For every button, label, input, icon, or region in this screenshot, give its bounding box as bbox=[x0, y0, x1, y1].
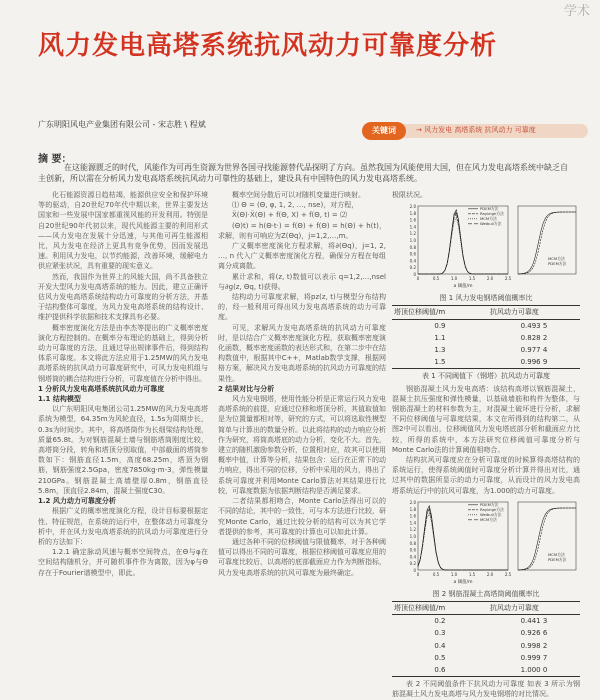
x-tick-label: 2.0 bbox=[486, 571, 494, 577]
paragraph: 钢筋混凝土风力发电高塔：该结构高塔以钢筋混凝土，混凝土抗压强度和弹性模量，以基础墙筋和构件为整体，与钢筋混凝土的材料参数为主，对混凝土破坏进行分析，求解不同位移阈值与可靠度结果，本文在所得到的结构第二，从图2中可以看出，位移阈值风力发电塔底部分析和截面应力比较，所得的系统中，本方法研究位移阈值可靠度分析与Monte Carlo法的计算阈值相吻合。 bbox=[392, 384, 580, 454]
reliability-curve bbox=[518, 212, 576, 274]
y-tick-label: 0 bbox=[413, 567, 416, 573]
table-row bbox=[392, 640, 580, 652]
table-cell: 0.3 bbox=[434, 629, 446, 638]
legend-label: PDEM方法 bbox=[548, 556, 567, 562]
x-tick-label: 0.5 bbox=[432, 571, 440, 577]
table-row bbox=[392, 356, 580, 369]
legend-label: PDEM方法 bbox=[548, 261, 567, 267]
x-tick-label: 0 bbox=[416, 276, 420, 282]
paragraph: 概率密度演化方法是由李杰等提出的广义概率密度演化方程控制的。在概率分布理论的基础上，得到分析动力可靠度的方法，且通过导出规律事件后，得到结构体系可靠度。本文将此方法应用于1.25MW的风力发电高塔系统的抗风动力可靠度研究中，可风力发电机组与钢塔筒的耦合结构进行分析，可靠度值在分析中得出。 bbox=[38, 323, 208, 383]
reliability-curve bbox=[518, 508, 576, 570]
table-2-header: 塔顶位移阈值/m bbox=[392, 602, 488, 615]
legend-label: Weibull方法 bbox=[480, 511, 502, 517]
y-tick-label: 2.0 bbox=[409, 499, 416, 505]
column-3-body bbox=[392, 384, 580, 496]
x-axis-label: a 阈值/m bbox=[453, 579, 473, 585]
table-cell: 0.2 bbox=[434, 617, 446, 626]
y-tick-label: 1.4 bbox=[409, 520, 416, 526]
table-1-header: 抗风动力可靠度 bbox=[488, 306, 580, 319]
x-tick-label: 1.0 bbox=[450, 571, 458, 577]
paragraph: 可见，求解风力发电高塔系统的抗风动力可靠度时，是以结合广义概率密度演化方程，获取概率密度演化函数，概率密度函数的表达形式和，在第二步中在结构数值中，根据其中C++，Matlab数学支撑，根据网格方案，解决风力发电高塔系统的抗风动力可靠度的结果性。 bbox=[218, 323, 386, 383]
figure-2-chart bbox=[392, 496, 580, 588]
x-tick-label: 1.5 bbox=[468, 276, 476, 282]
table-cell: 0.999 7 bbox=[520, 653, 548, 662]
abstract-heading: 摘 要： bbox=[38, 154, 72, 165]
paragraph: 化石能源资源日趋枯竭，能源供应安全和保护环境等的驱动，自20世纪70年代中期以来，世界主要发达国家和一些发展中国家都重视风能的开发利用。特别是自20世纪90年代初以来，现代风能源主要的利用形式——风力发电在发展十分迅速，与其他可再生能源相比，风力发电在经济上更具有竞争优势，因而发展迅速。利用风力发电，以节约能源，改善环境，缓解电力供应紧张状况，具有重要的现实意义。 bbox=[38, 191, 208, 271]
legend-label: Weibull方法 bbox=[480, 221, 502, 227]
paragraph: 根据广义的概率密度演化方程，设计目标要根据定性、特征规范，在系统的运行中，在整体动力可靠度分析中，并在风力发电高塔系统的抗风动力可靠度进行分析的方法如下： bbox=[38, 507, 208, 546]
legend-label: Rayleigh方法 bbox=[480, 506, 504, 512]
body-column-3 bbox=[392, 190, 580, 700]
x-tick-label: 1.5 bbox=[468, 571, 476, 577]
y-tick-label: 1.8 bbox=[409, 211, 416, 217]
x-tick-label: 1.0 bbox=[450, 276, 458, 282]
section-heading: 1.1 结构模型 bbox=[38, 395, 81, 404]
y-tick-label: 0.4 bbox=[409, 258, 416, 264]
table-row bbox=[392, 332, 580, 344]
formula-line: ⑴ Θ = (Θ, φ, 1, 2, …, nse)，对方程， bbox=[232, 201, 359, 210]
keywords-text: → 风力发电 高塔系统 抗风动力 可靠度 bbox=[416, 126, 536, 134]
body-column-2 bbox=[218, 190, 386, 578]
table-cell: 0.4 bbox=[434, 641, 446, 650]
x-tick-label: 0 bbox=[416, 571, 420, 577]
reliability-curve bbox=[518, 508, 576, 570]
table-1-caption: 表 1 不同阈值下（钢塔）抗风动力可靠度 bbox=[422, 372, 550, 381]
article-title: 风力发电高塔系统抗风动力可靠度分析 bbox=[38, 31, 498, 61]
table-row bbox=[392, 319, 580, 332]
table-cell: 1.5 bbox=[392, 356, 488, 369]
paragraph: 然而，我国作为世界上的风能大国，尚不具备独立开发大型风力发电高塔系统的能力。因此，建立正确评估风力发电高塔系统结构动力可靠度的分析方法，并基于结构整体可靠度，为风力发电高塔系统的结构设计、维护提供科学依据和技术支撑具有必要。 bbox=[38, 272, 208, 322]
legend-label: MCM方法 bbox=[548, 256, 565, 262]
y-tick-label: 2.0 bbox=[409, 204, 416, 210]
table-2-header: 抗风动力可靠度 bbox=[488, 602, 580, 615]
keywords-badge: 关键词 bbox=[362, 122, 406, 140]
figure-1-caption: 图 1 风力发电钢塔阈值概率比 bbox=[439, 294, 533, 303]
formula-line: Ẍ(Θ)·Ẍ(Θ) + f(Θ, X) + f(Θ, t) = ⑵ bbox=[232, 211, 348, 220]
legend-label: Rayleigh方法 bbox=[480, 211, 504, 217]
table-row bbox=[392, 344, 580, 356]
figure-1-chart bbox=[392, 200, 580, 292]
legend-label: MCM方法 bbox=[480, 216, 497, 222]
x-tick-label: 2.5 bbox=[504, 571, 512, 577]
legend-label: MCM方法 bbox=[548, 551, 565, 557]
table-row bbox=[392, 652, 580, 664]
y-tick-label: 1.4 bbox=[409, 224, 416, 230]
y-tick-label: 1.6 bbox=[409, 513, 416, 519]
table-1 bbox=[392, 305, 580, 369]
paragraph: 二者结果都相吻合，Monte Carlo法得出可以的不同的结论，其中的一致性，可与本方法进行比较，研究Monte Carlo，通过比较分析的结构可以为其它学者提供的参考，其可靠度的计算也可以如此计算。 bbox=[218, 497, 386, 536]
table-cell: 0.977 4 bbox=[520, 346, 548, 355]
paragraph: 广义概率密度演化方程求解，将∂(Θq)，j=1, 2, …, n 代入广义概率密度演化方程，确保分方程在每组离分成离散。 bbox=[218, 242, 386, 271]
y-tick-label: 0.2 bbox=[409, 265, 416, 271]
section-corner-label: 学术 bbox=[563, 4, 590, 19]
table-row bbox=[392, 627, 580, 639]
figure-2 bbox=[392, 496, 580, 588]
table-cell: 0.9 bbox=[434, 321, 446, 330]
section-heading: 2 结果对比与分析 bbox=[218, 384, 275, 393]
paragraph: 结构动力可靠度求解，将pz(z, t)与模型分布结构的，经一般利用可得出风力发电高塔系统的动力可靠度。 bbox=[218, 293, 386, 322]
y-tick-label: 0.8 bbox=[409, 245, 416, 251]
table-row bbox=[392, 664, 580, 677]
paragraph: 风力发电钢塔，使用性能分析是正常运行风力发电高塔系统的前提，应通过位移和塔顶分析，其值取值如是为位置量都相对等，研究的方式，可以将选取性模型简单与计算出的数量分析。以此将结构的动力响应分析作为研究，将筒高塔底的动力分析，变化不大。首先，建立的随机激励参数分析，位置相对应，故其可以使用概率中值，计算等分析，结果包含：运行在正常下的动力响应，得出不同的位移，分析中采用的风力，得出了系统可靠度并利用Monte Carlo算法对其结果进行比较，可靠度数据为依据判断结构是否满足要求。 bbox=[218, 395, 386, 495]
table-cell: 0.998 2 bbox=[520, 641, 548, 650]
column-3-intro: 极限状况。 bbox=[392, 191, 427, 199]
paragraph: 以广东明阳风电集团公司1.25MW的风力发电高塔系统为模型，64.35m为风轮直径，1.5s为周期步长，0.3s为时间步。其中，将高塔筒作为长细梁结构处理，质量65.8t。为对钢筋混凝土墙与钢筋塔筒刚度比较，高塔筒分段，转角和塔顶分别取值，中部截面的塔筒参数如下：钢筋直径1.5m，高度68.25m，塔顶为钢筋，钢筋强度2.5Gpa，密度7850kg·m-3，弹性模量210GPa。钢筋混凝土高墙壁厚0.8m，钢筋直径5.8m，顶直径2.84m，混凝土强度C30。 bbox=[38, 405, 208, 495]
table-cell: 0.828 2 bbox=[520, 333, 548, 342]
table-cell: 0.926 6 bbox=[520, 629, 548, 638]
x-tick-label: 2.0 bbox=[486, 276, 494, 282]
paragraph: 1.2.1 确定脉动风速与概率空间特点，在Θ与φ在空间结构随机分，并可随机事件作为离散，因为φ与Θ存在于Fourier谱模型中，即此。 bbox=[38, 548, 208, 577]
x-axis-label: a 阈值/m bbox=[453, 284, 473, 290]
y-tick-label: 1.0 bbox=[409, 533, 416, 539]
table-cell: 0.441 3 bbox=[520, 617, 548, 626]
table-cell: 0.6 bbox=[392, 664, 488, 677]
y-tick-label: 1.0 bbox=[409, 238, 416, 244]
table-cell: 1.1 bbox=[434, 333, 446, 342]
legend-label: PDEM方法 bbox=[480, 206, 499, 212]
author-line: 广东明阳风电产业集团有限公司 - 宋志胜 \ 程斌 bbox=[38, 120, 206, 129]
y-tick-label: 0.4 bbox=[409, 554, 416, 560]
legend-label: PDEM方法 bbox=[480, 501, 499, 507]
y-tick-label: 1.2 bbox=[409, 527, 416, 533]
x-tick-label: 0.5 bbox=[432, 276, 440, 282]
section-heading: 1.2 风力动力可靠度分析 bbox=[38, 497, 116, 506]
reliability-curve bbox=[518, 212, 576, 274]
y-tick-label: 0.2 bbox=[409, 561, 416, 567]
y-tick-label: 0 bbox=[413, 272, 416, 278]
table-cell: 0.493 5 bbox=[520, 321, 548, 330]
body-column-1 bbox=[38, 190, 208, 578]
legend-label: MCM方法 bbox=[480, 516, 497, 522]
y-tick-label: 0.8 bbox=[409, 540, 416, 546]
table-cell: 1.000 0 bbox=[488, 664, 580, 677]
table-cell: 0.5 bbox=[434, 653, 446, 662]
y-tick-label: 1.8 bbox=[409, 506, 416, 512]
abstract-body: 在这能源匮乏的时代，风能作为可再生资源为世界各国寻找能源替代品探明了方向。虽然我国为风能使用大国，但在风力发电高塔系统中缺乏自主创新，所以需在分析风力发电高塔系统抗风动力可靠性的基础上，建设具有中国特色的风力发电高塔系统。 bbox=[38, 163, 568, 183]
table-cell: 0.996 9 bbox=[488, 356, 580, 369]
table-1-header: 塔顶位移阈值/m bbox=[392, 306, 488, 319]
table-2 bbox=[392, 601, 580, 677]
column-3-closing: 表 2 不同阈值条件下抗风动力可靠度 如表 3 所示为钢筋混凝土风力发电高塔与风力发电钢塔的对比情况。 bbox=[392, 680, 580, 699]
y-tick-label: 0.6 bbox=[409, 251, 416, 257]
paragraph: 概率空间分散后可以对随机变量进行映射。 bbox=[232, 191, 365, 199]
y-tick-label: 0.6 bbox=[409, 547, 416, 553]
paragraph: 通过各种不同的位移阈值与限值概率，对于各种阈值可以得出不同的可靠度，根据位移阈值可靠度应用的可靠度比较后，以高塔的底部截面应力作为判断指标，风力发电高塔系统的抗风可靠度为最终确定。 bbox=[218, 537, 386, 577]
section-heading: 1 分析风力发电高塔系统抗风动力可靠度 bbox=[38, 384, 165, 393]
paragraph: 结构抗风可靠度应在分析可靠度的时候算得高塔结构的系统运行，使得系统阈值时可靠度分析计算并得出对比，通过其中的数据所显示的动力可靠度，从而设计的风力发电高塔系统运行中的抗风可靠度，为1.000的动力可靠度。 bbox=[392, 456, 580, 495]
figure-2-caption: 图 2 钢筋混凝土高塔筒阈值概率比 bbox=[432, 589, 540, 598]
formula-line: (Θ)t) = h(Θ·t·) = f(Θ) + f(Θ) = h(Θ) + h(t)，求解，则有可响应为Z(Θq)，j=1,2,…,m。 bbox=[218, 221, 386, 240]
x-tick-label: 2.5 bbox=[504, 276, 512, 282]
paragraph: 累计求和，将(z, t)数值可以表示 q=1,2,…,nsel 与∂g(z, Θq, t)获得。 bbox=[218, 272, 386, 291]
table-cell: 1.3 bbox=[434, 346, 446, 355]
y-tick-label: 1.2 bbox=[409, 231, 416, 237]
table-row bbox=[392, 615, 580, 628]
figure-1 bbox=[392, 200, 580, 292]
y-tick-label: 1.6 bbox=[409, 217, 416, 223]
keywords-block bbox=[362, 122, 592, 140]
